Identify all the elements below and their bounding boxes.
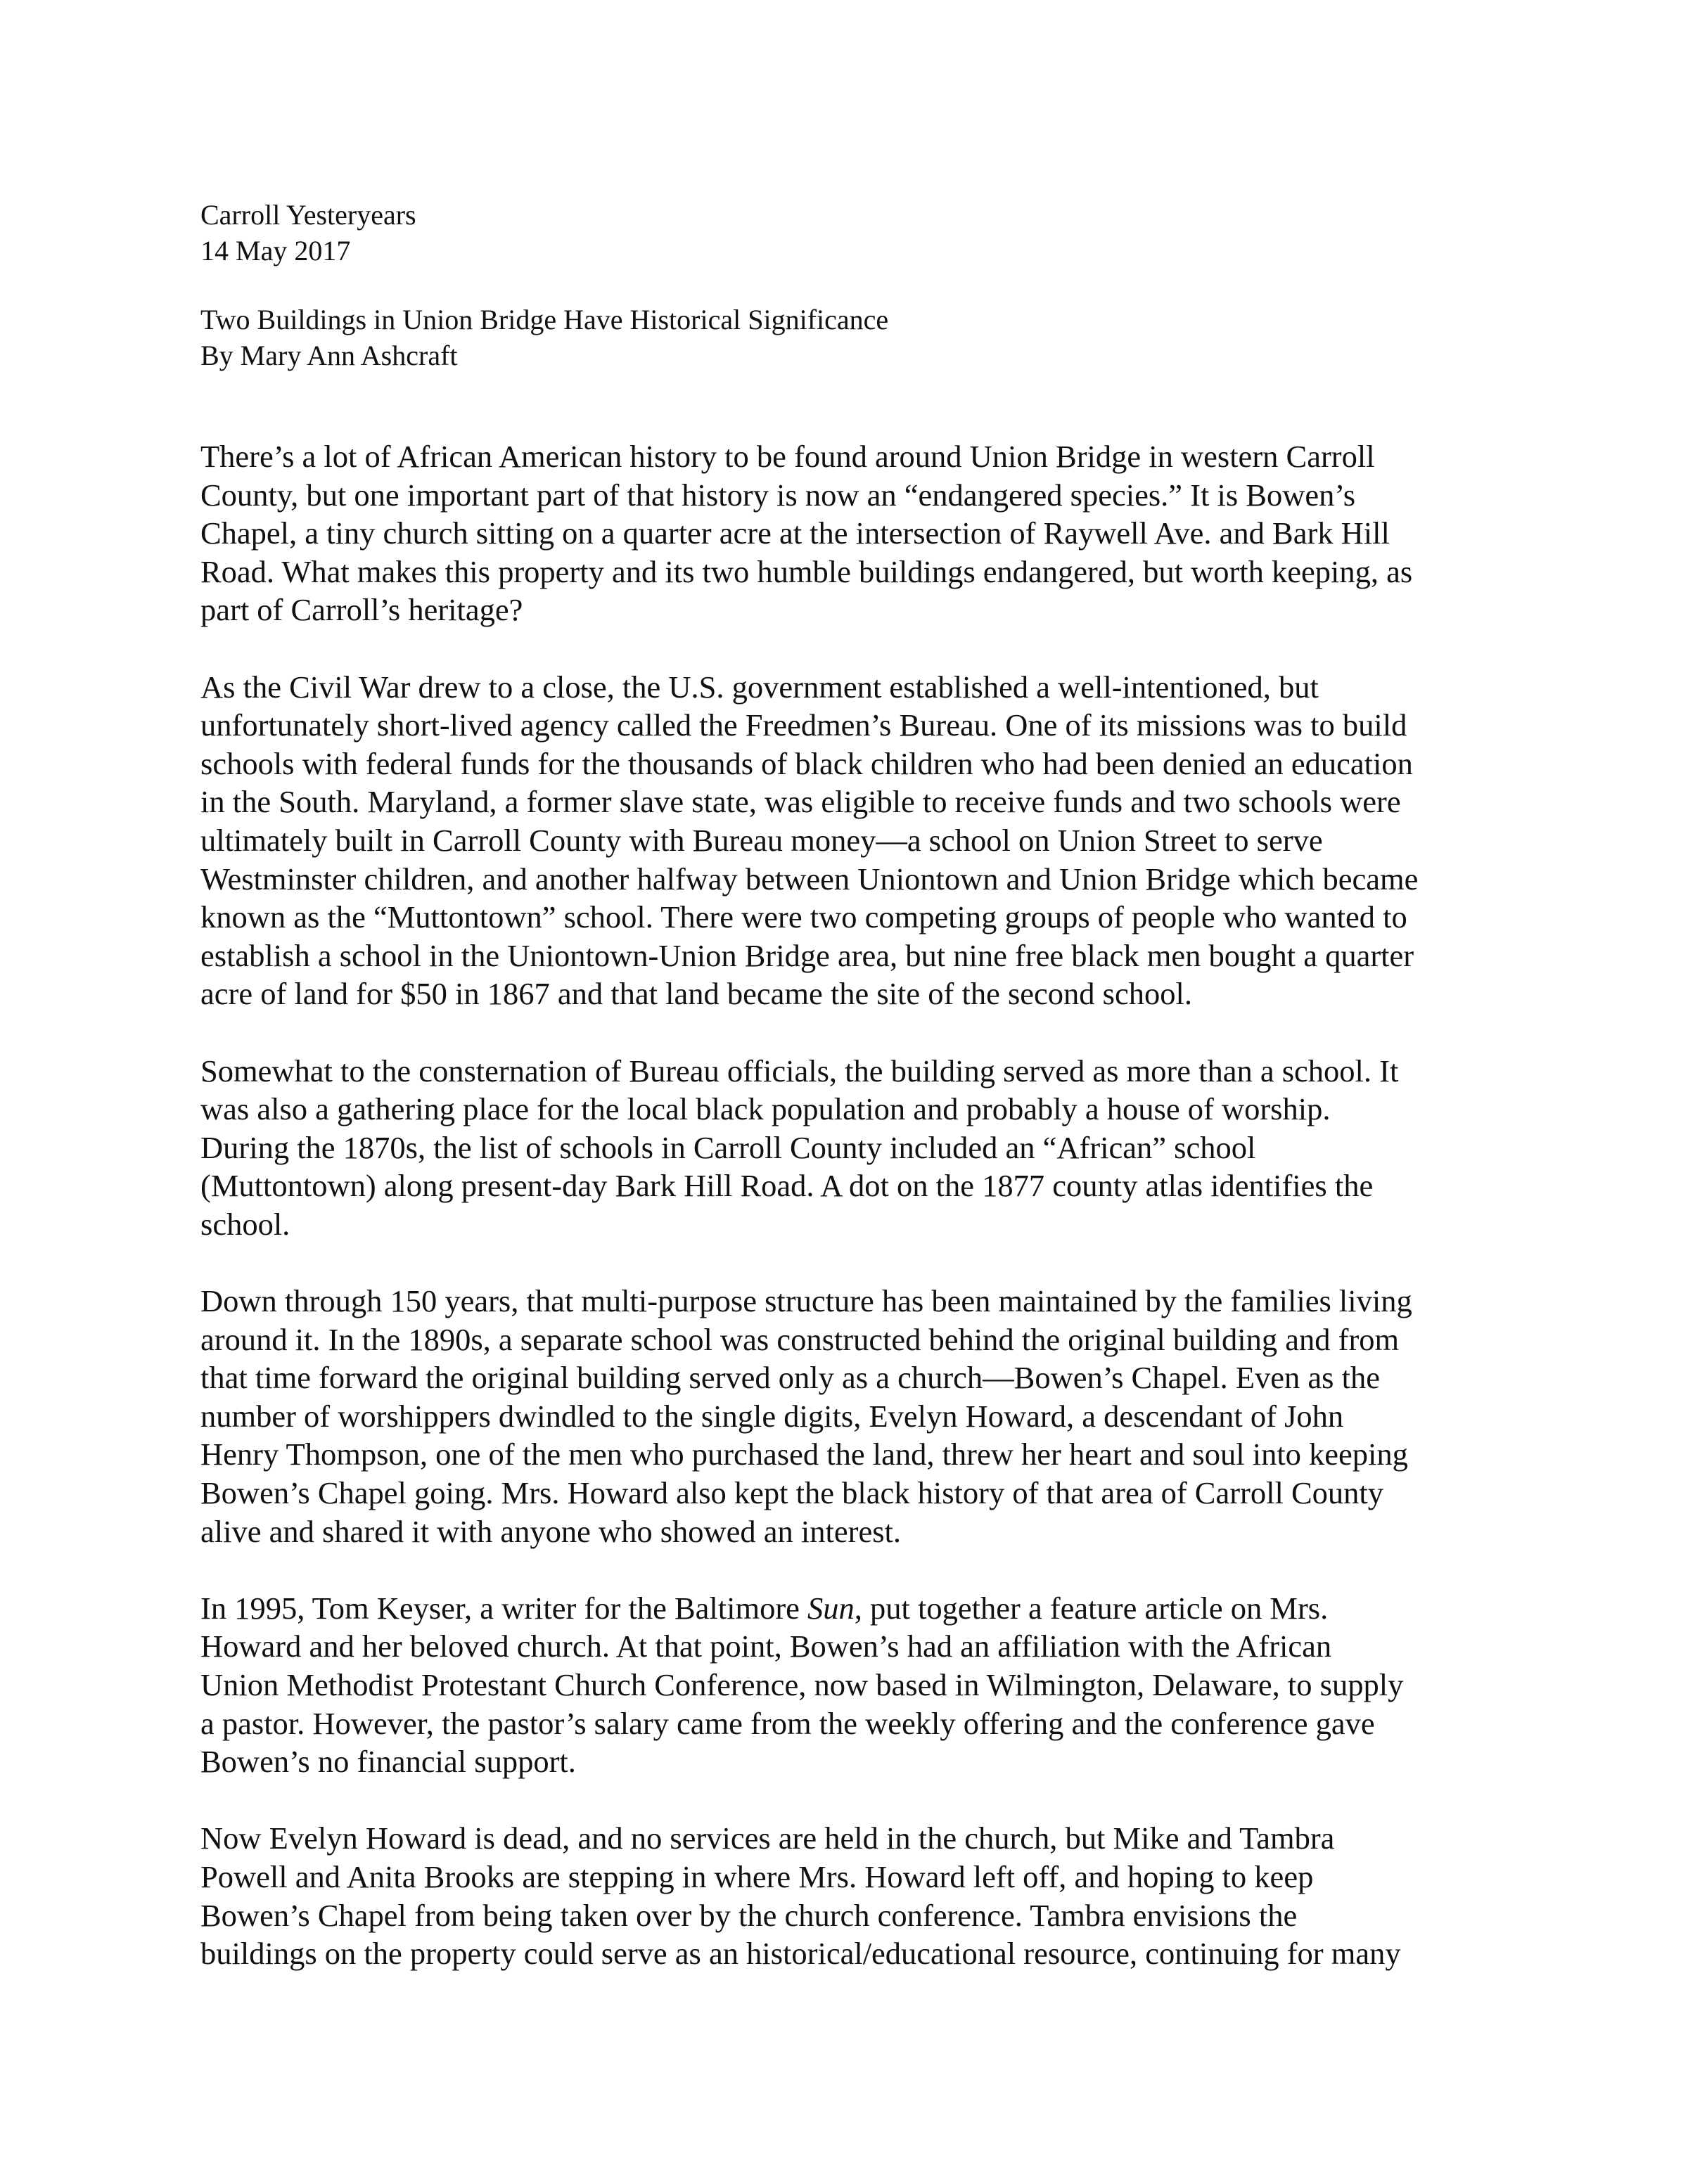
publication-date: 14 May 2017	[200, 235, 351, 266]
text-line: Bowen’s Chapel from being taken over by the church conference. Tambra envisions the	[200, 1897, 1298, 1933]
text-line: Bowen’s no financial support.	[200, 1744, 576, 1780]
text-segment: , put together a feature article on Mrs.	[854, 1590, 1329, 1626]
text-line: in the South. Maryland, a former slave state, was eligible to receive funds and two schools were	[200, 784, 1401, 820]
text-line: known as the “Muttontown” school. There were two competing groups of people who wanted to	[200, 899, 1407, 935]
text-line: (Muttontown) along present-day Bark Hill Road. A dot on the 1877 county atlas identifies the	[200, 1168, 1374, 1204]
text-line: part of Carroll’s heritage?	[200, 592, 523, 628]
text-line: around it. In the 1890s, a separate school was constructed behind the original building and from	[200, 1321, 1400, 1357]
text-line: establish a school in the Uniontown-Union Bridge area, but nine free black men bought a quarter	[200, 937, 1414, 973]
paragraph-2	[200, 668, 1498, 1013]
text-line: school.	[200, 1206, 290, 1242]
text-line: County, but one important part of that history is now an “endangered species.” It is Bowen’s	[200, 477, 1356, 513]
text-line: Powell and Anita Brooks are stepping in where Mrs. Howard left off, and hoping to keep	[200, 1858, 1314, 1894]
text-line: As the Civil War drew to a close, the U.S. government established a well-intentioned, but	[200, 669, 1319, 705]
text-line: that time forward the original building served only as a church—Bowen’s Chapel. Even as the	[200, 1360, 1380, 1396]
text-line: was also a gathering place for the local black population and probably a house of worship.	[200, 1091, 1331, 1127]
text-line: ultimately built in Carroll County with Bureau money—a school on Union Street to serve	[200, 822, 1323, 858]
paragraph-5	[200, 1589, 1498, 1781]
text-line: a pastor. However, the pastor’s salary came from the weekly offering and the conference gave	[200, 1705, 1375, 1741]
column-name: Carroll Yesteryears	[200, 199, 416, 231]
text-line: Union Methodist Protestant Church Conference, now based in Wilmington, Delaware, to supply	[200, 1667, 1404, 1702]
paragraph-6	[200, 1819, 1498, 1972]
text-line: Road. What makes this property and its two humble buildings endangered, but worth keeping, as	[200, 553, 1413, 589]
text-line: schools with federal funds for the thousands of black children who had been denied an education	[200, 745, 1413, 781]
text-line: alive and shared it with anyone who showed an interest.	[200, 1513, 902, 1549]
paragraph-4	[200, 1282, 1498, 1550]
text-line: Chapel, a tiny church sitting on a quarter acre at the intersection of Raywell Ave. and Bark Hill	[200, 515, 1390, 551]
byline: By Mary Ann Ashcraft	[200, 340, 458, 371]
article-title: Two Buildings in Union Bridge Have Historical Significance	[200, 304, 889, 335]
paragraph-3	[200, 1052, 1498, 1244]
text-segment: In 1995, Tom Keyser, a writer for the Baltimore	[200, 1590, 808, 1626]
text-line: Henry Thompson, one of the men who purchased the land, threw her heart and soul into keeping	[200, 1437, 1408, 1472]
newspaper-name: Sun	[807, 1590, 855, 1626]
text-line: Howard and her beloved church. At that point, Bowen’s had an affiliation with the African	[200, 1629, 1332, 1664]
text-line: Somewhat to the consternation of Bureau officials, the building served as more than a school. It	[200, 1053, 1399, 1088]
text-line: unfortunately short-lived agency called the Freedmen’s Bureau. One of its missions was to build	[200, 707, 1407, 743]
text-line: number of worshippers dwindled to the single digits, Evelyn Howard, a descendant of John	[200, 1398, 1344, 1434]
article-body	[200, 437, 1498, 1973]
text-line: acre of land for $50 in 1867 and that land became the site of the second school.	[200, 976, 1192, 1012]
text-line: During the 1870s, the list of schools in Carroll County included an “African” school	[200, 1129, 1256, 1165]
text-line: Now Evelyn Howard is dead, and no services are held in the church, but Mike and Tambra	[200, 1820, 1335, 1856]
text-line: Bowen’s Chapel going. Mrs. Howard also kept the black history of that area of Carroll County	[200, 1475, 1384, 1511]
paragraph-1	[200, 437, 1498, 629]
text-line: Westminster children, and another halfway between Uniontown and Union Bridge which became	[200, 861, 1419, 897]
text-line	[200, 1589, 1498, 1628]
text-line: Down through 150 years, that multi-purpose structure has been maintained by the families living	[200, 1283, 1412, 1319]
text-line: There’s a lot of African American history to be found around Union Bridge in western Carroll	[200, 439, 1375, 474]
article-header	[200, 197, 1466, 373]
text-line: buildings on the property could serve as an historical/educational resource, continuing for many	[200, 1936, 1401, 1972]
